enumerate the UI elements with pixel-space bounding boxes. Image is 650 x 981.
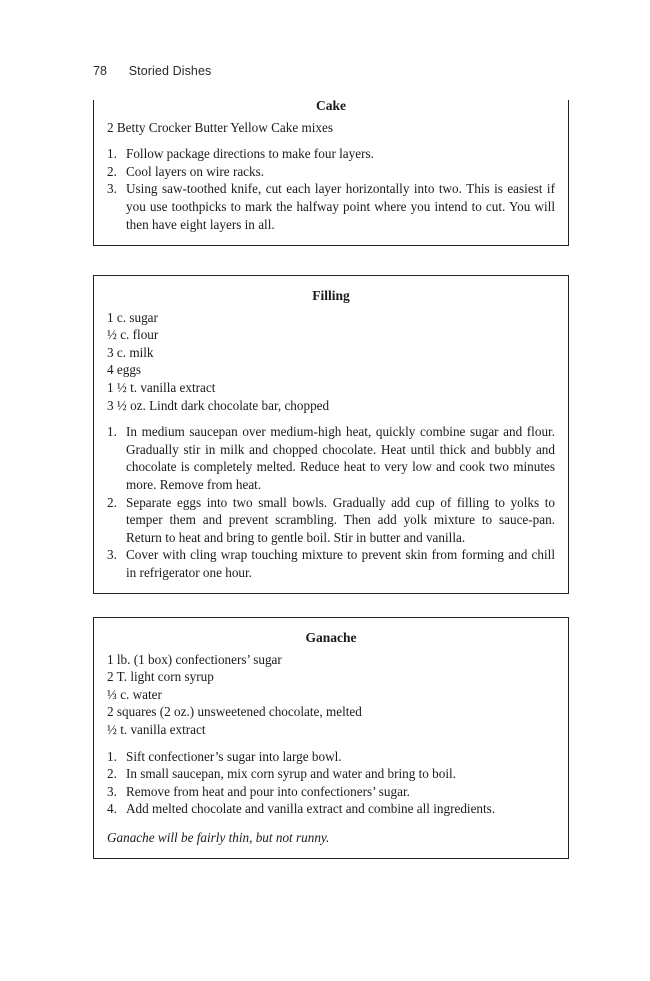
step-text: Separate eggs into two small bowls. Gradually add cup of filling to yolks to temper them and prevent scrambling. Then add yolk mixture to sauce-pan. Return to heat and bring to gentle boil. Stir in butter and vanilla. (126, 494, 555, 545)
step-number: 1. (107, 146, 117, 162)
step (107, 546, 555, 581)
ingredient: 4 eggs (107, 362, 142, 378)
ganache-steps (107, 748, 555, 818)
step-number: 4. (107, 801, 117, 817)
filling-title: Filling (312, 288, 350, 303)
step-text: Using saw-toothed knife, cut each layer horizontally into two. This is easiest if you use toothpicks to mark the halfway point where you intend to cut. You will then have eight layers in all. (126, 181, 555, 232)
step-number: 1. (107, 424, 117, 440)
step-text: Follow package directions to make four layers. (126, 146, 374, 162)
step-text: Add melted chocolate and vanilla extract and combine all ingredients. (126, 801, 496, 817)
step (107, 765, 555, 783)
cake-recipe-box (93, 100, 569, 246)
step-number: 3. (107, 181, 117, 197)
ingredient: 3 c. milk (107, 344, 154, 360)
step-number: 3. (107, 783, 117, 799)
page-number: 78 (93, 64, 108, 78)
step-number: 3. (107, 547, 117, 563)
ganache-title: Ganache (305, 630, 357, 645)
ingredient: ½ t. vanilla extract (107, 721, 206, 737)
step (107, 145, 555, 163)
cake-steps (107, 145, 555, 233)
filling-steps (107, 423, 555, 581)
step-text: Sift confectioner’s sugar into large bowl. (126, 748, 342, 764)
step (107, 423, 555, 493)
ganache-ingredients (107, 651, 555, 739)
ingredient: 1 ½ t. vanilla extract (107, 379, 216, 395)
step-text: In small saucepan, mix corn syrup and water and bring to boil. (126, 766, 456, 782)
step (107, 494, 555, 547)
ingredient: 3 ½ oz. Lindt dark chocolate bar, chopped (107, 397, 330, 413)
ingredient: 2 T. light corn syrup (107, 669, 214, 685)
step-text: Cover with cling wrap touching mixture to prevent skin from forming and chill in refrigerator one hour. (126, 547, 555, 580)
step-text: Remove from heat and pour into confectioners’ sugar. (126, 783, 410, 799)
step (107, 748, 555, 766)
step (107, 800, 555, 818)
step-number: 2. (107, 766, 117, 782)
book-title: Storied Dishes (128, 64, 212, 78)
step-number: 2. (107, 494, 117, 510)
step-number: 2. (107, 163, 117, 179)
running-head (93, 64, 211, 78)
ingredient: ½ c. flour (107, 327, 159, 343)
step (107, 783, 555, 801)
cake-title: Cake (316, 98, 346, 113)
ingredient: 1 lb. (1 box) confectioners’ sugar (107, 651, 282, 667)
ganache-recipe-box (93, 617, 569, 859)
step (107, 180, 555, 233)
ingredient: 2 Betty Crocker Butter Yellow Cake mixes (107, 119, 333, 135)
cake-ingredients (107, 119, 555, 137)
step-text: In medium saucepan over medium-high heat, quickly combine sugar and flour. Gradually stir in milk and chopped chocolate. Heat until thick and bubbly and chocolate is completely melted. Reduce heat to very low and cook two minutes more. Remove from heat. (126, 424, 555, 492)
filling-ingredients (107, 309, 555, 415)
ingredient: ⅓ c. water (107, 686, 162, 702)
step-number: 1. (107, 748, 117, 764)
step (107, 163, 555, 181)
ganache-note: Ganache will be fairly thin, but not runny. (107, 829, 330, 845)
step-text: Cool layers on wire racks. (126, 163, 265, 179)
filling-recipe-box (93, 275, 569, 594)
ingredient: 2 squares (2 oz.) unsweetened chocolate, melted (107, 704, 362, 720)
ingredient: 1 c. sugar (107, 309, 158, 325)
